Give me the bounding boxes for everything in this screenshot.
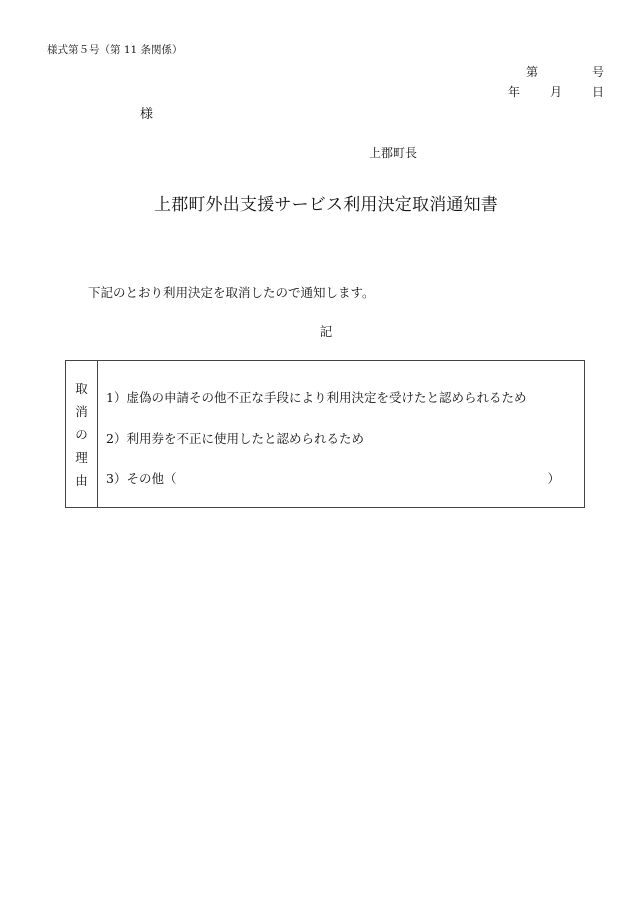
number-suffix: 号 xyxy=(591,65,604,79)
reason-label-char: 理 xyxy=(75,449,88,465)
reason-item-1: 1）虚偽の申請その他不正な手段により利用決定を受けたと認められるため xyxy=(106,390,527,405)
addressee-honorific: 様 xyxy=(140,107,154,122)
date-year: 年 xyxy=(507,85,520,99)
reason-list xyxy=(98,361,584,507)
number-prefix: 第 xyxy=(525,65,538,79)
date-line xyxy=(508,83,604,100)
reason-label-char: 由 xyxy=(75,472,88,488)
reason-item-2: 2）利用券を不正に使用したと認められるため xyxy=(106,431,364,446)
issuer-name: 上郡町長 xyxy=(369,146,418,160)
ki-heading: 記 xyxy=(319,324,333,339)
reason-label-char: 取 xyxy=(75,380,88,396)
reason-label-column xyxy=(66,361,98,507)
date-month: 月 xyxy=(549,85,562,99)
reason-label-char: の xyxy=(75,426,88,442)
reason-item-3: 3）その他（ xyxy=(106,471,177,486)
form-number: 様式第５号（第 11 条関係） xyxy=(47,44,183,56)
reason-label-char: 消 xyxy=(75,403,88,419)
document-number-line xyxy=(526,63,604,80)
document-title: 上郡町外出支援サービス利用決定取消通知書 xyxy=(154,195,498,215)
date-day: 日 xyxy=(591,85,604,99)
notice-body: 下記のとおり利用決定を取消したので通知します。 xyxy=(88,285,375,300)
cancellation-reason-table xyxy=(65,360,585,508)
reason-other-close-paren: ） xyxy=(547,471,560,486)
